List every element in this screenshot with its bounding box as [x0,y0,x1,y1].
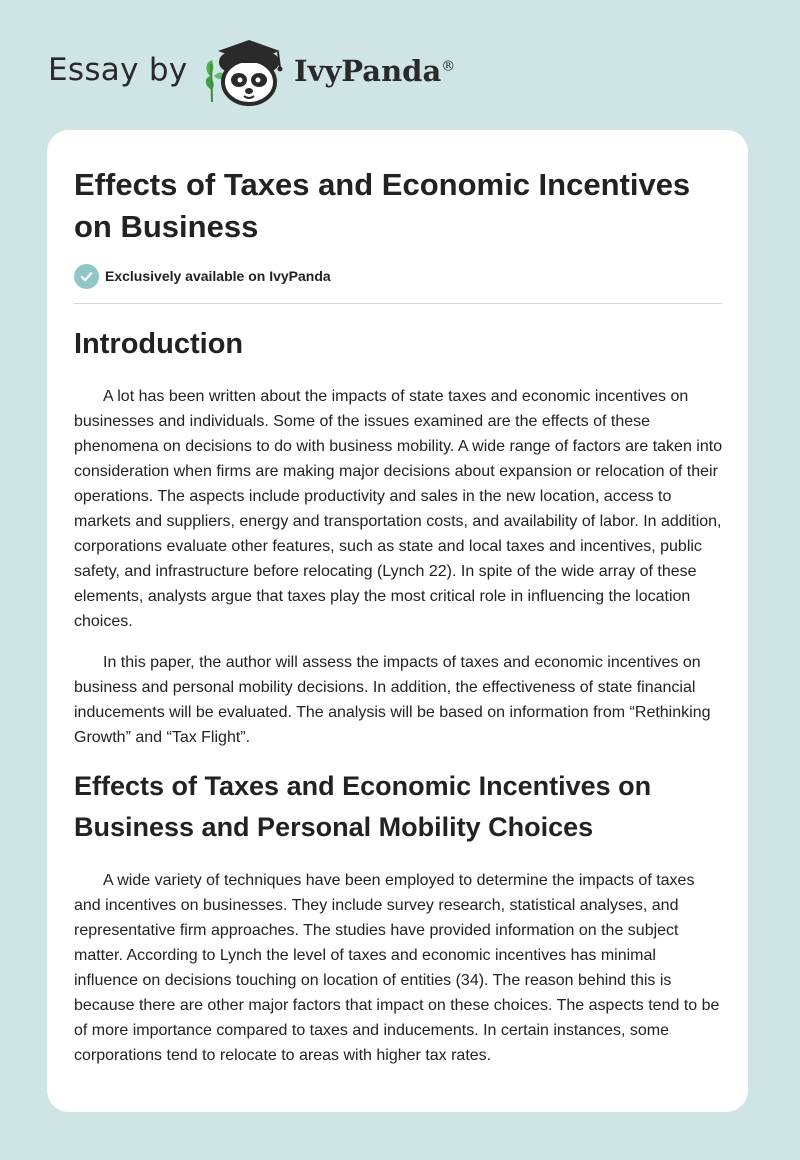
exclusive-label: Exclusively available on IvyPanda [105,268,331,284]
exclusive-badge [74,263,331,289]
section-heading-effects: Effects of Taxes and Economic Incentives on Business and Personal Mobility Choices [74,771,652,842]
essay-title: Effects of Taxes and Economic Incentives on Business [74,167,691,244]
registered-mark: ® [441,58,456,75]
brand-name: IvyPanda® [294,54,456,88]
section-heading-introduction: Introduction [74,328,244,360]
paragraph: In this paper, the author will assess the impacts of taxes and economic incentives on business and personal mobility decisions. In addition, the effectiveness of state financial inducements will be evaluated. The analysis will be based on information from “Rethinking Growth” and “Tax Flight”. [74,654,711,746]
paragraph: A lot has been written about the impacts of state taxes and economic incentives on businesses and individuals. Some of the issues examined are the effects of these phenomena on decisions to do with business mobility. A wide range of factors are taken into consideration when firms are making major decisions about expansion or relocation of their operations. The aspects include productivity and sales in the new location, access to markets and suppliers, energy and transportation costs, and availability of labor. In addition, corporations evaluate other features, such as state and local taxes and incentives, public safety, and infrastructure before relocating (Lynch 22). In spite of the wide array of these elements, analysts argue that taxes play the most critical role in influencing the location choices. [74,388,723,630]
essay-card [47,130,748,1112]
essay-by-label: Essay by [48,52,188,88]
site-header [48,34,508,110]
paragraph: A wide variety of techniques have been employed to determine the impacts of taxes and incentives on businesses. They include survey research, statistical analyses, and representative firm approaches. The studies have provided information on the subject matter. According to Lynch the level of taxes and economic incentives has minimal influence on decisions touching on location of entities (34). The reason behind this is because there are other major factors that impact on these choices. The aspects tend to be of more importance compared to taxes and inducements. In certain instances, some corporations tend to relocate to areas with higher tax rates. [74,872,720,1064]
panda-mascot-icon [200,36,292,108]
divider [74,303,722,304]
check-icon [74,264,99,289]
